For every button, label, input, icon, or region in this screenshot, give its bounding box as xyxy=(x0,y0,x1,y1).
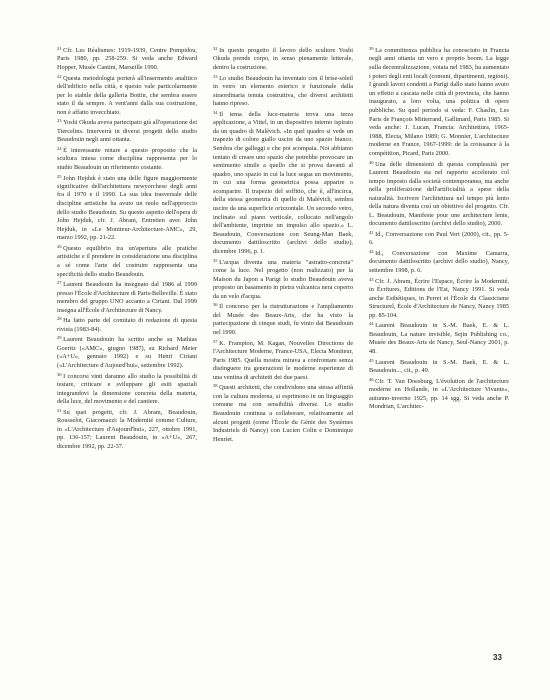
footnote xyxy=(213,73,353,109)
page-number: 33 xyxy=(493,653,502,662)
footnote-text: Cfr. J. Abram, Écrire l'Espace, Écrire la Modernité, in Écritures, Editions de l'Est, Nancy 1991. Si veda anche Esthétiques, in Perret et l'École du Classicisme Structurel, École d'Architecture de Nancy, Nancy 1985 pp. 85-104. xyxy=(369,277,509,319)
footnote xyxy=(57,334,197,370)
footnote xyxy=(369,229,509,248)
footnote-column-right xyxy=(369,45,509,645)
footnote xyxy=(369,159,509,230)
footnote-text: Laurent Beaudouin in S.-M. Baek, E. & L. Beaudouin..., cit., p. 49. xyxy=(369,358,509,374)
footnote xyxy=(369,248,509,276)
footnote-number: 28 xyxy=(57,316,62,322)
footnote-text: Una delle dimensioni di questa complessità per Laurent Beaudouin sta nel rapporto accelerato col tempo imposto dalla società contemporanea, ma anche nella proliferazione dell'artificialità a spese della naturalità. Iscrivere l'architettura nel tempo più lento della natura diventa così un obiettivo del progetto. Cfr. L. Beaudouin, Manifeste pour une architecture lente, documento dattiloscritto (archivi dello studio), 2000. xyxy=(369,160,509,228)
footnote xyxy=(57,173,197,244)
footnote xyxy=(57,407,197,452)
footnote-text: Id., Conversazione con Paul Vert (2000), cit., pp. 5-6. xyxy=(369,230,509,247)
footnote xyxy=(57,315,197,334)
footnote-column-left xyxy=(57,45,197,645)
footnote-number: 33 xyxy=(213,73,218,79)
footnote xyxy=(213,109,353,257)
footnote xyxy=(213,45,353,73)
footnote-text: Su quei progetti, cfr. J. Abram, Beaudouin, Rousselot, Giacomazzi: la Modernité comme Culture, in «L'Architecture d'Aujourd'hui», 227, ottobre 1991, pp. 136-157; Laurent Beaudouin, in «A+U», 267, dicembre 1992, pp. 22-37. xyxy=(57,408,197,450)
footnote-number: 43 xyxy=(369,276,374,282)
footnote-number: 26 xyxy=(57,244,62,250)
footnote xyxy=(213,338,353,383)
footnote-number: 32 xyxy=(213,46,218,51)
footnote-text: Questo equilibrio tra un'apertura alle pratiche artistiche e il prendere in considerazione una disciplina a sé come l'arte del costruire rappresenta una specificità dello studio Beaudouin. xyxy=(57,244,197,278)
footnote-number: 21 xyxy=(57,46,62,51)
footnote-text: Laurent Beaudouin ha scritto anche su Mathias Goeritz («AMC», giugno 1987), su Richard Meier («A+U», gennaio 1992) e su Henri Ciriani («L'Architecture d'Aujourd'hui», settembre 1992). xyxy=(57,336,197,369)
footnote xyxy=(213,257,353,302)
footnote-number: 37 xyxy=(213,338,218,344)
footnote-text: Il concorso per la ristrutturazione e l'ampliamento del Musée des Beaux-Arts, che ha visto la partecipazione di cinque studi, fu vinto dai Beaudouin nel 1990. xyxy=(213,303,353,336)
footnote-number: 40 xyxy=(369,159,374,165)
footnote-number: 22 xyxy=(57,73,62,79)
footnote-text: La committenza pubblica ha conosciuto in Francia negli anni ottanta un vero e proprio boom. La legge sulla decentralizzazione, votata nel 1983, ha aumentato i poteri degli enti locali (comuni, dipartimenti, regioni). I grandi lavori condotti a Parigi dallo stato hanno avuto un effetto a cascata nelle città di provincia, che hanno inaugurato, a loro volta, una politica di opere pubbliche. Su quel periodo si veda: F. Chaslin, Les Paris de François Mitterrand, Gallimard, Paris 1985. Si veda anche: J. Lucan, Francia: Architettura, 1965-1988, Electa, Milano 1989; G. Monnier, L'architecture moderne en France, 1967-1999: de la croissance à la compétition, Picard, Paris 2000. xyxy=(369,46,509,157)
footnote xyxy=(213,382,353,444)
footnote-number: 44 xyxy=(369,321,374,327)
footnote-text: L'acqua diventa una materia "astratto-concreta" come la luce. Nel progetto (non realizzato) per la Maison du Japon a Parigi lo studio Beaudouin aveva proposto un basamento in pietra vulcanica nera coperto da un velo d'acqua. xyxy=(213,258,353,300)
footnote xyxy=(369,320,509,356)
footnote-number: 30 xyxy=(57,371,62,377)
footnote-text: Cfr. Les Réalismes: 1919-1939, Centre Pompidou, Paris 1980, pp. 258-259. Si veda anche Edward Hopper, Musée Cantini, Marseille 1990. xyxy=(57,46,197,71)
footnote xyxy=(57,117,197,145)
footnote-text: John Hejduk è stato una delle figure maggiormente significative dell'architettura newyorchese degli anni fra il 1970 e il 1990. La sua idea trasversale delle discipline artistiche ha avuto un ruolo nell'approccio dello studio Beaudouin. Su questo aspetto dell'opera di John Hejduk, cfr. J. Abram, Entretien avec John Hejduk, in «Le Moniteur-Architecture-AMC», 29, marzo 1992, pp. 21-22. xyxy=(57,174,197,242)
footnote-text: I concorsi vinti daranno allo studio la possibilità di testare, criticare e sviluppare gli esiti spaziali integrandovi la dimensione concreta della materia, della luce, del movimento e del cantiere. xyxy=(57,372,197,406)
footnote-text: Id., Conversazione con Maxime Camarra, documento dattiloscritto (archivi dello studio), Nancy, settembre 1998, p. 6. xyxy=(369,249,509,275)
footnote-text: Questa metodologia porterà all'insermento analitico dell'edificio nella città, e questo vale particolarmente per lo stabile della galleria Bottin, che sembra essere stato il da sempre. A vent'anni dalla sua costruzione, non è affatto invecchiato. xyxy=(57,74,197,116)
footnote-text: K. Frampton, M. Kagan, Nouvelles Directions de l'Architecture Moderne, France-USA, Electa Moniteur, Paris 1985. Quella mostra mirava a confrontare senza distinguere tra generazioni le moderne esperienze di una ventina di architetti dei due paesi. xyxy=(213,339,353,381)
footnote-text: Questi architetti, che condividono una stessa affinità con la cultura moderna, si esprimono in un linguaggio comune ma con sensibilità diverse. Lo studio Beaudouin continua a collaborare, relativamente ad alcuni progetti (come l'École du Génie des Systèmes Industriels di Nancy) con Lucien Colin e Dominique Henriet. xyxy=(213,384,353,443)
footnote-text: In questo progetto il lavoro dello scultore Yoshi Okuda prende corpo, in senso pienamente letterale, dentro la costruzione. xyxy=(213,46,353,71)
footnote-number: 45 xyxy=(369,357,374,363)
footnote-number: 38 xyxy=(213,383,218,389)
footnote xyxy=(369,45,509,159)
footnote-text: Yoshi Okuda aveva partecipato già all'operazione dei Tiercelins. Interverrà in diversi progetti dello studio Beaudouin negli anni ottanta. xyxy=(57,119,197,144)
footnote-number: 34 xyxy=(213,109,218,115)
footnote xyxy=(213,301,353,337)
footnote-text: Ha fatto parte del comitato di redazione di questa rivista (1983-84). xyxy=(57,317,197,333)
footnote xyxy=(369,357,509,376)
footnote-number: 36 xyxy=(213,302,218,308)
footnote-text: Laurent Beaudouin in S.-M. Baek, E. & L. Beaudouin, La nature invisible, Sejin Publishing co., Musée des Beaux-Arts de Nancy, Seul-Nancy 2001, p. 48. xyxy=(369,322,509,355)
footnote-text: È interessante notare a questo proposito che la scultura intesa come disciplina rappresenta per lo studio Beaudouin un riferimento costante. xyxy=(57,146,197,171)
footnote-number: 41 xyxy=(369,230,374,236)
footnote-number: 35 xyxy=(213,257,218,263)
footnote-number: 25 xyxy=(57,173,62,179)
footnote-text: Lo studio Beaudouin ha inventato con il brise-soleil in vetro un elemento esterico e funzionale dalla straordinaria tenuta costruttiva, che diversi architetti hanno ripreso. xyxy=(213,74,353,108)
footnote xyxy=(57,371,197,407)
footnote xyxy=(57,145,197,173)
footnote-number: 46 xyxy=(369,376,374,382)
footnote xyxy=(369,276,509,321)
footnote xyxy=(57,73,197,118)
footnote-number: 39 xyxy=(369,46,374,51)
footnote xyxy=(57,45,197,73)
footnote xyxy=(57,279,197,315)
footnote xyxy=(369,376,509,412)
footnote-text: Cfr. T. Van Doesburg, L'évolution de l'architecture moderne en Hollande, in «L'Architecture Vivante», autunno-inverno 1925, pp. 14 sgg. Si veda anche P. Mondrian, L'architec- xyxy=(369,377,509,411)
footnote-text: Il tema della luce-materia trova una terza applicazione, a Vittel, in un dispositivo interno ispirato da un quadro di Malévich. «In quel quadro si vede un trapezio di colore giallo uscire da uno spazio bianco. Sembra che galleggi e che poi scompaia. Noi abbiamo tentato di creare uno spazio che potrebbe provocare un sentimento simile a quello che si prova davanti al quadro, uno spazio in cui la luce segua un movimento, in cui una forma geometrica possa apparire o scomparire. Il trapezio del soffitto, che è, all'incirca, della stessa geometria di quello di Malévich, sembra uscire da una superficie orizzontale. Un secondo vetro, inclinato sul piano verticale, collocato nell'angolo dell'ambiente, imprime un impulso allo spazio.» L. Beaudouin, Conversazione con Seung-Man Baek, documento dattiloscritto (archivi dello studio), dicembre 1996, p. 1. xyxy=(213,110,353,256)
footnote-number: 29 xyxy=(57,335,62,341)
footnote-number: 42 xyxy=(369,249,374,255)
footnote-text: Laurent Beaudouin ha insegnato dal 1986 al 1999 presso l'École d'Architecture di Paris-Belleville. È stato membro del gruppo UNO accanto a Ciriani. Dal 1999 insegna all'École d'Architecture di Nancy. xyxy=(57,281,197,314)
footnote-number: 24 xyxy=(57,145,62,151)
footnote xyxy=(57,243,197,279)
footnote-number: 31 xyxy=(57,407,62,413)
footnotes-area xyxy=(57,45,509,645)
footnote-number: 27 xyxy=(57,280,62,286)
footnote-number: 23 xyxy=(57,118,62,124)
footnote-column-middle xyxy=(213,45,353,645)
